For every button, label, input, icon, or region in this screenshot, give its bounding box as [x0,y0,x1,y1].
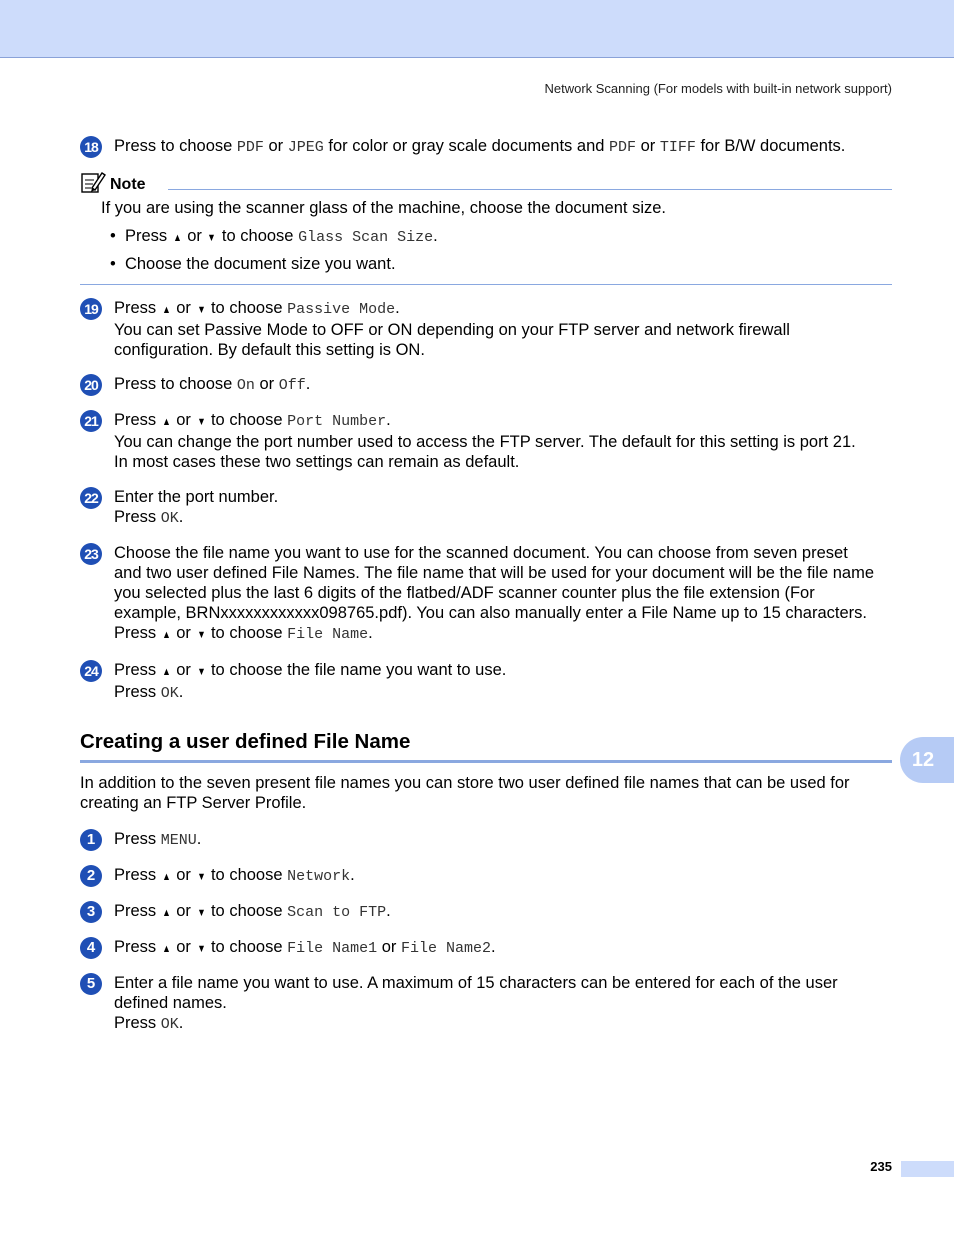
menu-setting-text: JPEG [287,139,324,156]
step-body [114,829,892,851]
section-rule [80,760,892,763]
step-body [114,865,892,887]
step-body [114,973,892,1035]
body-text: Press [114,661,161,679]
step-line [114,452,892,472]
down-arrow-icon: ▼ [196,943,206,955]
step-line [114,432,892,452]
step-line [114,1013,892,1035]
body-text: Press [114,1014,161,1032]
note-bullet-item [110,254,396,274]
body-text: to choose [206,866,288,884]
body-text: and two user defined File Names. The file name that will be used for your document will be the file name [114,564,875,582]
step-line [114,583,892,603]
body-text: Press to choose [114,137,237,155]
step-number-badge: 2 [80,865,102,887]
note-pencil-icon [80,170,106,194]
menu-setting-text: File Name1 [287,940,378,957]
body-text: You can set Passive Mode to OFF or ON depending on your FTP server and network firewall [114,321,790,339]
step-line [114,340,892,360]
body-text: Press [114,411,161,429]
body-text: . [178,683,184,701]
body-text: . [386,902,391,920]
body-text: or [171,866,196,884]
body-text: You can change the port number used to access the FTP server. The default for this setting is port 21. [114,433,856,451]
up-arrow-icon: ▲ [161,416,171,428]
step-line [114,993,892,1013]
body-text: to choose [206,624,288,642]
body-text: configuration. By default this setting is ON. [114,341,425,359]
body-text: to choose [217,227,299,245]
body-text: . [386,411,391,429]
step-body [114,487,892,529]
step-line [114,623,892,645]
top-band [0,0,954,58]
running-header: Network Scanning (For models with built-in network support) [544,81,892,96]
body-text: Press [114,866,161,884]
body-text: . [178,1014,184,1032]
body-text: Press [114,683,161,701]
step-number-badge: 5 [80,973,102,995]
up-arrow-icon: ▲ [161,304,171,316]
step-1 [80,829,892,851]
step-number-badge: 22 [80,487,102,509]
body-text: or [171,938,196,956]
step-line [114,682,892,704]
body-text: In most cases these two settings can remain as default. [114,453,520,471]
note-bullet-item [110,226,438,248]
step-line [114,507,892,529]
body-text: . [368,624,373,642]
down-arrow-icon: ▼ [196,907,206,919]
step-line [114,973,892,993]
body-text: or [636,137,660,155]
body-text: Press to choose [114,375,237,393]
body-text: Press [114,508,161,526]
body-text: or [171,661,196,679]
body-text: or [182,227,207,245]
body-text: you selected plus the last 6 digits of the flatbed/ADF scanner counter plus the file extension (For [114,584,815,602]
step-line [114,901,892,923]
body-text: or [171,624,196,642]
menu-setting-text: MENU [160,832,197,849]
menu-setting-text: OK [160,1016,179,1033]
step-body [114,901,892,923]
body-text: . [395,299,400,317]
body-text: Enter the port number. [114,488,279,506]
step-number-badge: 21 [80,410,102,432]
page-number: 235 [870,1159,892,1174]
step-line [114,829,892,851]
step-number-badge: 20 [80,374,102,396]
section-intro [80,773,892,813]
note-text: If you are using the scanner glass of the machine, choose the document size. [101,199,666,217]
step-21 [80,410,892,472]
body-text: or [171,411,196,429]
intro-line: In addition to the seven present file names you can store two user defined file names that can be used for [80,774,850,792]
body-text: . [196,830,202,848]
menu-setting-text: Network [287,868,351,885]
body-text: or [263,137,288,155]
step-number-badge: 1 [80,829,102,851]
step-line [114,298,892,320]
step-number-badge: 24 [80,660,102,682]
menu-setting-text: File Name [287,626,369,643]
note-header [80,170,892,194]
step-line [114,603,892,623]
step-22 [80,487,892,529]
step-23 [80,543,892,645]
note-bottom-rule [80,284,892,285]
body-text: . [350,866,355,884]
body-text: to choose [206,411,288,429]
step-body [114,298,892,360]
body-text: to choose [206,299,288,317]
bullet-icon: • [110,255,125,273]
step-body [114,660,892,704]
step-line [114,320,892,340]
up-arrow-icon: ▲ [172,232,182,244]
step-number-badge: 3 [80,901,102,923]
body-text: Enter a file name you want to use. A maximum of 15 characters can be entered for each of the user [114,974,838,992]
body-text: . [305,375,311,393]
up-arrow-icon: ▲ [161,943,171,955]
body-text: or [171,299,196,317]
menu-setting-text: On [236,377,255,394]
body-text: or [171,902,196,920]
body-text: or [377,938,401,956]
menu-setting-text: OK [160,510,179,527]
step-18 [80,136,892,158]
up-arrow-icon: ▲ [161,871,171,883]
down-arrow-icon: ▼ [196,629,206,641]
body-text: to choose the file name you want to use. [206,661,507,679]
step-body [114,374,892,396]
intro-line: creating an FTP Server Profile. [80,794,307,812]
body-text: defined names. [114,994,227,1012]
menu-setting-text: PDF [236,139,264,156]
step-body [114,937,892,959]
body-text: to choose [206,902,288,920]
note-top-rule [168,189,892,190]
section-heading: Creating a user defined File Name [80,730,411,753]
up-arrow-icon: ▲ [161,629,171,641]
down-arrow-icon: ▼ [196,416,206,428]
step-line [114,410,892,432]
body-text: Press [114,938,161,956]
body-text: . [491,938,496,956]
body-text: for color or gray scale documents and [323,137,610,155]
menu-setting-text: OK [160,685,179,702]
body-text: example, BRNxxxxxxxxxxxx098765.pdf). You can also manually enter a File Name up to 15 characters. [114,604,867,622]
step-number-badge: 23 [80,543,102,565]
step-line [114,660,892,682]
down-arrow-icon: ▼ [196,304,206,316]
body-text: Press [114,624,161,642]
menu-setting-text: Scan to FTP [287,904,387,921]
step-line [114,374,892,396]
step-4 [80,937,892,959]
step-line [114,543,892,563]
menu-setting-text: File Name2 [400,940,491,957]
down-arrow-icon: ▼ [207,232,217,244]
body-text: to choose [206,938,288,956]
body-text: Press [114,902,161,920]
step-5 [80,973,892,1035]
step-number-badge: 4 [80,937,102,959]
step-line [114,563,892,583]
step-line [114,136,892,158]
body-text: for B/W documents. [695,137,846,155]
step-3 [80,901,892,923]
page-number-tab [901,1161,954,1177]
chapter-number: 12 [911,749,935,771]
menu-setting-text: Glass Scan Size [298,229,434,246]
menu-setting-text: PDF [609,139,637,156]
note-label: Note [110,176,146,193]
step-body [114,410,892,472]
body-text: Press [114,830,161,848]
body-text: Choose the document size you want. [124,255,396,273]
step-body [114,543,892,645]
step-2 [80,865,892,887]
down-arrow-icon: ▼ [196,666,206,678]
up-arrow-icon: ▲ [161,907,171,919]
body-text: . [433,227,438,245]
step-line [114,937,892,959]
body-text: Press [124,227,172,245]
body-text: Press [114,299,161,317]
menu-setting-text: Port Number [287,413,387,430]
step-number-badge: 19 [80,298,102,320]
down-arrow-icon: ▼ [196,871,206,883]
body-text: . [178,508,184,526]
step-line [114,487,892,507]
step-24 [80,660,892,704]
body-text: Choose the file name you want to use for the scanned document. You can choose from seven preset [114,544,848,562]
bullet-icon: • [110,227,125,245]
step-body [114,136,892,158]
menu-setting-text: Off [278,377,306,394]
step-line [114,865,892,887]
step-20 [80,374,892,396]
menu-setting-text: TIFF [659,139,696,156]
body-text: or [254,375,279,393]
step-number-badge: 18 [80,136,102,158]
step-19 [80,298,892,360]
menu-setting-text: Passive Mode [287,301,396,318]
up-arrow-icon: ▲ [161,666,171,678]
